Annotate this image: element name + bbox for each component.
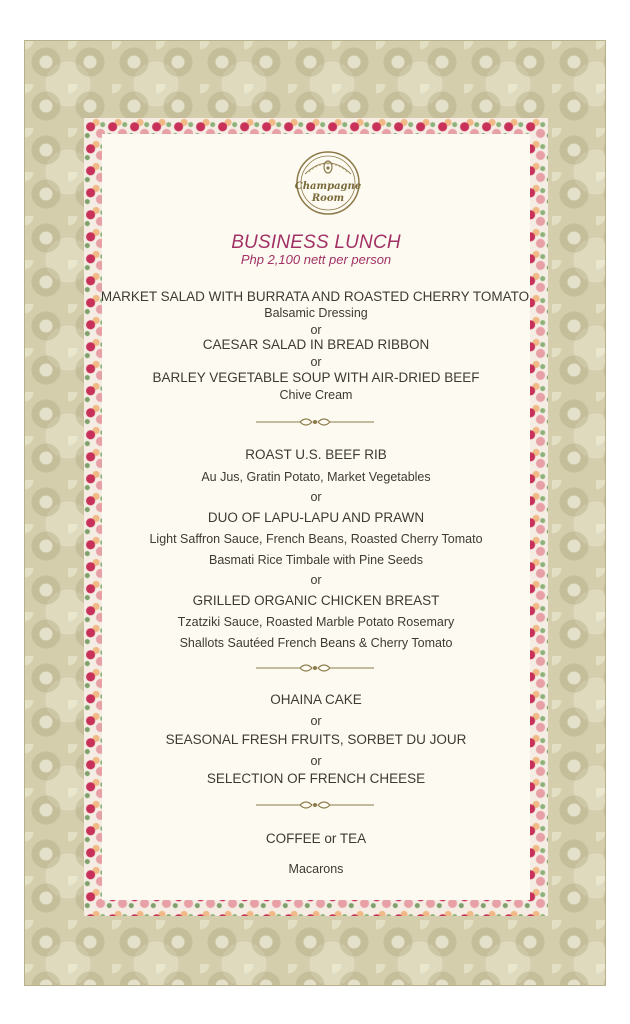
coffee-or: or bbox=[324, 831, 337, 846]
logo-text-champagne: Champagne bbox=[294, 181, 362, 192]
main-2-name: DUO OF LAPU-LAPU AND PRAWN bbox=[207, 510, 425, 525]
tea-label: TEA bbox=[339, 831, 367, 846]
dessert-1-name: OHAINA CAKE bbox=[270, 692, 362, 707]
coffee-line bbox=[84, 831, 548, 847]
starter-1-desc: Balsamic Dressing bbox=[264, 306, 368, 320]
dessert-3-name: SELECTION OF FRENCH CHEESE bbox=[206, 771, 426, 786]
starter-2-name: CAESAR SALAD IN BREAD RIBBON bbox=[202, 337, 430, 352]
menu-price: Php 2,100 nett per person bbox=[240, 252, 392, 267]
coffee-label: COFFEE bbox=[265, 831, 321, 846]
main-2-desc-1: Light Saffron Sauce, French Beans, Roasted Cherry Tomato bbox=[149, 532, 483, 546]
champagne-room-logo bbox=[293, 150, 363, 216]
main-2-desc-2: Basmati Rice Timbale with Pine Seeds bbox=[209, 553, 423, 567]
starter-3-name: BARLEY VEGETABLE SOUP WITH AIR-DRIED BEEF bbox=[152, 370, 480, 385]
main-1-name: ROAST U.S. BEEF RIB bbox=[245, 447, 387, 462]
dessert-2-name: SEASONAL FRESH FRUITS, SORBET DU JOUR bbox=[165, 732, 467, 747]
ornamental-divider-3 bbox=[254, 799, 376, 811]
main-1-desc: Au Jus, Gratin Potato, Market Vegetables bbox=[201, 470, 431, 484]
main-3-desc-1: Tzatziki Sauce, Roasted Marble Potato Rosemary bbox=[177, 615, 455, 629]
main-3-desc-2: Shallots Sautéed French Beans & Cherry Tomato bbox=[179, 636, 453, 650]
main-or-2: or bbox=[310, 573, 322, 587]
dessert-or-2: or bbox=[310, 754, 322, 768]
menu-title: BUSINESS LUNCH bbox=[231, 232, 401, 253]
main-3-name: GRILLED ORGANIC CHICKEN BREAST bbox=[192, 593, 440, 608]
logo-text-room: Room bbox=[311, 193, 345, 204]
ornamental-divider-1 bbox=[254, 416, 376, 428]
starter-1-name: MARKET SALAD WITH BURRATA AND ROASTED CHERRY TOMATO bbox=[100, 289, 530, 304]
ornamental-divider-2 bbox=[254, 662, 376, 674]
dessert-or-1: or bbox=[310, 714, 322, 728]
main-or-1: or bbox=[310, 490, 322, 504]
macarons-line: Macarons bbox=[288, 862, 344, 876]
starter-3-desc: Chive Cream bbox=[279, 388, 353, 402]
starter-or-1: or bbox=[310, 323, 322, 337]
starter-or-2: or bbox=[310, 355, 322, 369]
